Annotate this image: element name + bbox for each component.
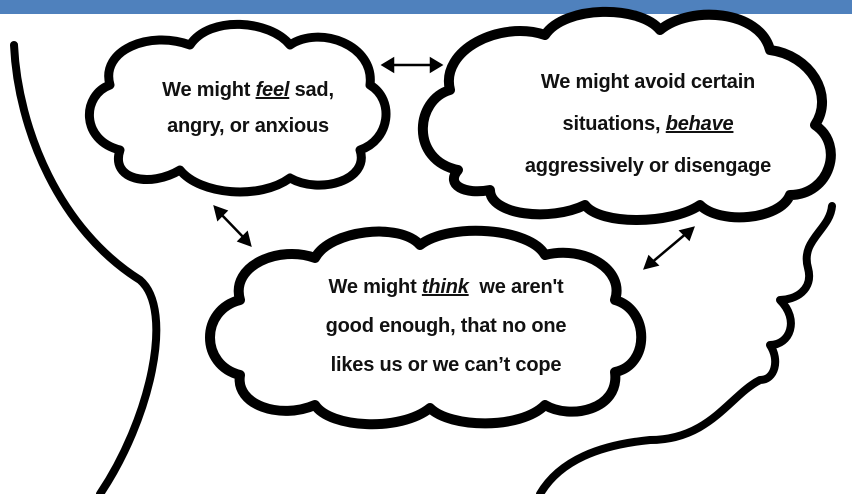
- behave-keyword: behave: [665, 113, 734, 135]
- behave-line-2-pre: situations,: [562, 113, 666, 135]
- think-line-1-pre: We might: [328, 276, 422, 298]
- feel-line-2: angry, or anxious: [167, 115, 329, 137]
- behave-line-2: [478, 103, 818, 145]
- feel-cloud-text: [128, 72, 368, 144]
- behave-line-3: aggressively or disengage: [524, 155, 772, 177]
- think-line-2: good enough, that no one: [325, 315, 567, 337]
- think-cloud-text: [276, 268, 616, 385]
- feel-line-1: [128, 72, 368, 108]
- double-arrow-icon: [383, 59, 441, 71]
- behave-line-1: We might avoid certain: [540, 71, 756, 93]
- think-keyword: think: [421, 276, 469, 298]
- double-arrow-icon: [215, 207, 250, 245]
- think-line-1: [276, 268, 616, 307]
- think-line-1-post: we aren't: [468, 276, 564, 298]
- feel-keyword: feel: [255, 79, 290, 101]
- think-line-3: likes us or we can’t cope: [330, 354, 562, 376]
- feel-line-1-pre: We might: [162, 79, 256, 101]
- double-arrow-icon: [645, 228, 693, 268]
- feel-line-1-post: sad,: [289, 79, 334, 101]
- behave-cloud-text: [478, 61, 818, 187]
